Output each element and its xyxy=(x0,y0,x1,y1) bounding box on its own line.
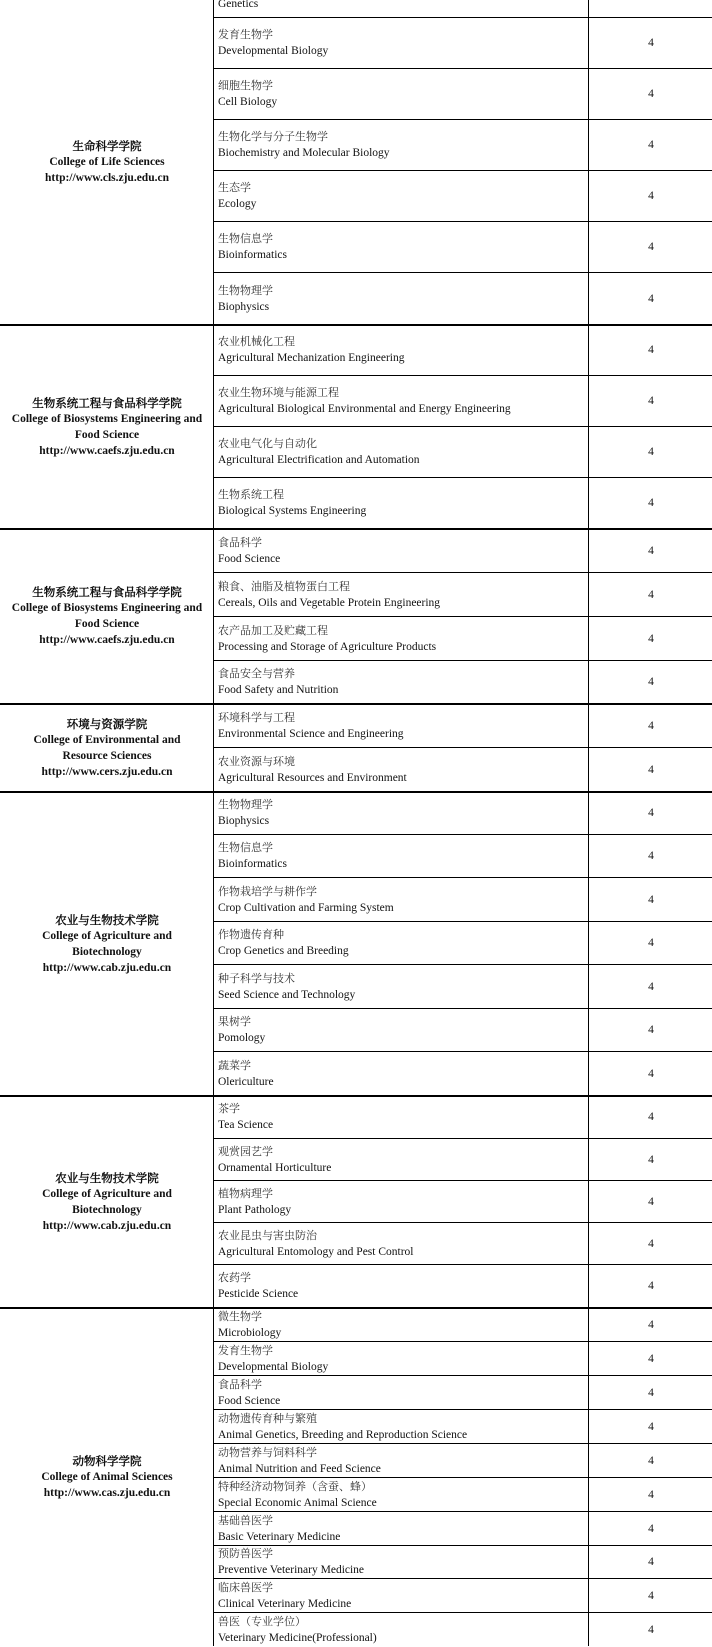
major-name-en: Crop Cultivation and Farming System xyxy=(218,901,394,914)
duration-cell: 4 xyxy=(648,190,654,202)
major-name-en: Bioinformatics xyxy=(218,249,287,261)
row-divider xyxy=(213,616,712,617)
major-name-cn: 种子科学与技术 xyxy=(218,971,295,985)
major-cell xyxy=(218,427,588,477)
major-name-en: Olericulture xyxy=(218,1075,274,1088)
duration-cell: 4 xyxy=(648,88,654,100)
college-name-en: College of Agriculture and Biotechnology xyxy=(42,929,172,958)
college-cell xyxy=(0,1308,214,1646)
major-name-cn: 生物化学与分子生物学 xyxy=(218,130,328,143)
major-name-en: Processing and Storage of Agriculture Products xyxy=(218,640,437,653)
college-name-cn: 生命科学学院 xyxy=(72,139,142,153)
row-divider xyxy=(213,1341,712,1342)
duration-cell: 4 xyxy=(648,1556,654,1568)
major-name-en: Developmental Biology xyxy=(218,1360,329,1373)
college-cell xyxy=(0,0,214,324)
major-name-cn: 生物系统工程 xyxy=(218,488,284,501)
major-cell xyxy=(218,120,588,170)
major-name-cn: 生物信息学 xyxy=(218,841,273,854)
row-divider xyxy=(213,221,712,222)
major-cell xyxy=(218,792,588,834)
major-name-cn: 发育生物学 xyxy=(218,1343,273,1357)
major-cell xyxy=(218,748,588,791)
major-name-en: Biological Systems Engineering xyxy=(218,505,367,517)
row-divider xyxy=(213,1511,712,1512)
duration-cell: 4 xyxy=(648,37,654,49)
major-name-en: Special Economic Animal Science xyxy=(218,1496,377,1509)
row-divider xyxy=(213,1138,712,1139)
major-name-cn: 动物遗传育种与繁殖 xyxy=(218,1411,317,1425)
row-divider xyxy=(213,964,712,965)
major-name-cn: 农业昆虫与害虫防治 xyxy=(218,1228,317,1242)
duration-cell: 4 xyxy=(648,1420,654,1433)
row-divider xyxy=(213,877,712,878)
duration-cell: 4 xyxy=(648,497,654,509)
duration-cell: 4 xyxy=(648,632,654,645)
row-divider xyxy=(213,660,712,661)
duration-cell: 4 xyxy=(648,719,654,732)
row-divider xyxy=(213,1222,712,1223)
duration-cell: 4 xyxy=(648,1454,654,1467)
row-divider xyxy=(213,119,712,120)
major-cell xyxy=(218,1546,588,1578)
major-name-en: Crop Genetics and Breeding xyxy=(218,945,349,957)
major-name-cn: 果树学 xyxy=(218,1015,251,1028)
major-cell xyxy=(218,171,588,221)
major-cell xyxy=(218,18,588,68)
major-cell xyxy=(218,478,588,528)
row-divider xyxy=(213,375,712,376)
column-divider-2 xyxy=(588,0,589,1646)
college-name-en: College of Biosystems Engineering and Food Science xyxy=(11,412,203,441)
major-cell xyxy=(218,69,588,119)
duration-cell: 4 xyxy=(648,344,654,356)
major-name-cn: 兽医（专业学位） xyxy=(218,1614,306,1628)
duration-cell: 4 xyxy=(648,1589,654,1602)
college-url[interactable]: http://www.caefs.zju.edu.cn xyxy=(39,444,175,457)
college-name-en: College of Agriculture and Biotechnology xyxy=(42,1187,172,1216)
college-name-cn: 农业与生物技术学院 xyxy=(55,1170,159,1185)
major-name-cn: 茶学 xyxy=(218,1102,240,1115)
major-name-en: Food Science xyxy=(218,552,281,565)
major-name-en: Cell Biology xyxy=(218,96,278,108)
row-divider xyxy=(213,921,712,922)
duration-cell: 4 xyxy=(648,588,654,601)
duration-cell: 4 xyxy=(648,446,654,458)
duration-cell: 4 xyxy=(648,1318,654,1331)
major-name-cn: 细胞生物学 xyxy=(218,79,273,92)
major-cell xyxy=(218,1223,588,1264)
college-divider xyxy=(0,528,712,530)
major-cell xyxy=(218,1478,588,1511)
college-name-en: College of Biosystems Engineering and Food Science xyxy=(11,602,203,630)
college-cell xyxy=(0,325,214,528)
college-url[interactable]: http://www.cers.zju.edu.cn xyxy=(41,765,173,778)
major-cell xyxy=(218,617,588,660)
major-name-cn: 农业资源与环境 xyxy=(218,754,295,768)
major-cell xyxy=(218,704,588,747)
row-divider xyxy=(213,1051,712,1052)
major-name-en: Pesticide Science xyxy=(218,1288,299,1300)
major-name-en: Agricultural Electrification and Automation xyxy=(218,454,420,466)
major-cell xyxy=(218,1265,588,1307)
major-cell xyxy=(218,1308,588,1341)
row-divider xyxy=(213,1578,712,1579)
college-divider xyxy=(0,791,712,793)
major-name-cn: 植物病理学 xyxy=(218,1186,273,1200)
major-cell xyxy=(218,222,588,272)
major-cell xyxy=(218,922,588,964)
college-cell xyxy=(0,704,214,791)
major-cell xyxy=(218,325,588,375)
major-name-en: Agricultural Mechanization Engineering xyxy=(218,352,405,364)
row-divider xyxy=(213,170,712,171)
major-name-en: Biochemistry and Molecular Biology xyxy=(218,147,390,159)
duration-cell: 4 xyxy=(648,1067,654,1080)
college-name-cn: 生物系统工程与食品科学学院 xyxy=(32,585,182,599)
major-name-cn: 基础兽医学 xyxy=(218,1513,273,1527)
row-divider xyxy=(213,68,712,69)
major-name-en: Clinical Veterinary Medicine xyxy=(218,1597,352,1610)
major-name-en: Pomology xyxy=(218,1032,266,1044)
duration-cell: 4 xyxy=(648,676,654,688)
row-divider xyxy=(213,426,712,427)
college-divider xyxy=(0,1095,712,1097)
major-name-en: Ornamental Horticulture xyxy=(218,1161,332,1174)
major-name-en: Microbiology xyxy=(218,1326,282,1339)
major-name-cn: 作物栽培学与耕作学 xyxy=(218,884,317,898)
college-name-en: College of Environmental and Resource Sciences xyxy=(33,733,181,762)
major-name-cn: 农产品加工及贮藏工程 xyxy=(218,623,328,637)
major-cell xyxy=(218,1613,588,1646)
major-name-cn: 生态学 xyxy=(218,181,251,194)
duration-cell: 4 xyxy=(648,850,654,862)
college-divider xyxy=(0,1307,712,1309)
duration-cell: 4 xyxy=(648,1488,654,1501)
row-divider xyxy=(213,1375,712,1376)
major-cell xyxy=(218,376,588,426)
major-cell xyxy=(218,1342,588,1375)
row-divider xyxy=(213,1443,712,1444)
major-name-en: Agricultural Resources and Environment xyxy=(218,771,407,784)
major-name-en: Tea Science xyxy=(218,1119,274,1131)
major-name-cn: 生物物理学 xyxy=(218,798,273,811)
row-divider xyxy=(213,477,712,478)
major-cell xyxy=(218,529,588,572)
major-name-en: Cereals, Oils and Vegetable Protein Engineering xyxy=(218,596,441,609)
major-cell xyxy=(218,1052,588,1095)
major-name-cn: 蔬菜学 xyxy=(218,1058,251,1072)
college-name-cn: 农业与生物技术学院 xyxy=(55,912,159,927)
major-cell xyxy=(218,1444,588,1477)
major-name-en: Biophysics xyxy=(218,815,270,827)
major-cell xyxy=(218,878,588,921)
major-name-en: Bioinformatics xyxy=(218,858,287,870)
major-name-en: Genetics xyxy=(218,0,259,10)
major-cell xyxy=(218,1096,588,1138)
row-divider xyxy=(213,1008,712,1009)
major-name-en: Developmental Biology xyxy=(218,45,329,57)
duration-cell: 4 xyxy=(648,1111,654,1123)
major-name-cn: 食品科学 xyxy=(218,1377,262,1391)
college-url[interactable]: http://www.caefs.zju.edu.cn xyxy=(39,634,175,646)
major-name-cn: 微生物学 xyxy=(218,1309,262,1323)
duration-cell: 4 xyxy=(648,292,654,305)
major-name-cn: 环境科学与工程 xyxy=(218,710,295,724)
duration-cell: 4 xyxy=(648,980,654,993)
major-cell xyxy=(218,1009,588,1051)
major-name-cn: 预防兽医学 xyxy=(218,1547,273,1560)
college-cell xyxy=(0,529,214,703)
duration-cell: 4 xyxy=(648,1195,654,1208)
college-divider xyxy=(0,703,712,705)
college-name-cn: 生物系统工程与食品科学学院 xyxy=(32,395,182,410)
college-url[interactable]: http://www.cab.zju.edu.cn xyxy=(42,1219,172,1232)
major-cell xyxy=(218,835,588,877)
major-name-cn: 发育生物学 xyxy=(218,28,273,41)
major-cell xyxy=(218,0,588,17)
row-divider xyxy=(213,17,712,18)
major-name-cn: 生物信息学 xyxy=(218,232,273,245)
duration-cell: 4 xyxy=(648,763,654,776)
duration-cell: 4 xyxy=(648,893,654,906)
row-divider xyxy=(213,1545,712,1546)
duration-cell: 4 xyxy=(648,1237,654,1250)
college-name-cn: 动物科学学院 xyxy=(72,1454,142,1468)
major-name-en: Agricultural Biological Environmental and Energy Engineering xyxy=(218,403,511,415)
duration-cell: 4 xyxy=(648,1024,654,1036)
major-name-en: Biophysics xyxy=(218,300,270,313)
major-cell xyxy=(218,1579,588,1612)
duration-cell: 4 xyxy=(648,1623,654,1636)
major-cell xyxy=(218,965,588,1008)
college-url[interactable]: http://www.cab.zju.edu.cn xyxy=(42,961,172,974)
row-divider xyxy=(213,572,712,573)
duration-cell: 4 xyxy=(648,1352,654,1365)
major-cell xyxy=(218,1139,588,1180)
major-cell xyxy=(218,1410,588,1443)
duration-cell: 4 xyxy=(648,139,654,151)
row-divider xyxy=(213,1612,712,1613)
college-url[interactable]: http://www.cls.zju.edu.cn xyxy=(45,172,169,184)
major-cell xyxy=(218,1181,588,1222)
duration-cell: 4 xyxy=(648,937,654,949)
major-name-cn: 农业电气化与自动化 xyxy=(218,437,317,450)
major-name-en: Preventive Veterinary Medicine xyxy=(218,1564,365,1576)
major-name-en: Food Science xyxy=(218,1394,281,1407)
major-name-en: Food Safety and Nutrition xyxy=(218,684,339,696)
major-cell xyxy=(218,1512,588,1545)
row-divider xyxy=(213,1264,712,1265)
row-divider xyxy=(213,1477,712,1478)
major-name-cn: 粮食、油脂及植物蛋白工程 xyxy=(218,579,350,593)
major-cell xyxy=(218,1376,588,1409)
duration-cell: 4 xyxy=(648,395,654,407)
college-url[interactable]: http://www.cas.zju.edu.cn xyxy=(43,1487,171,1499)
major-name-cn: 临床兽医学 xyxy=(218,1580,273,1594)
row-divider xyxy=(213,834,712,835)
duration-cell: 4 xyxy=(648,1522,654,1535)
major-name-cn: 特种经济动物饲养（含蚕、蜂） xyxy=(218,1479,372,1493)
row-divider xyxy=(213,747,712,748)
major-name-en: Agricultural Entomology and Pest Control xyxy=(218,1245,414,1258)
duration-cell: 4 xyxy=(648,1386,654,1399)
major-name-cn: 农业生物环境与能源工程 xyxy=(218,386,339,399)
major-name-en: Animal Nutrition and Feed Science xyxy=(218,1462,381,1475)
major-name-cn: 生物物理学 xyxy=(218,283,273,297)
major-name-cn: 食品安全与营养 xyxy=(218,667,295,680)
row-divider xyxy=(213,1409,712,1410)
duration-cell: 4 xyxy=(648,1280,654,1292)
major-cell xyxy=(218,273,588,324)
college-divider xyxy=(0,324,712,326)
duration-cell: 4 xyxy=(648,241,654,253)
college-cell xyxy=(0,1096,214,1307)
major-name-en: Basic Veterinary Medicine xyxy=(218,1530,341,1543)
major-cell xyxy=(218,573,588,616)
duration-cell: 4 xyxy=(648,1153,654,1166)
college-name-cn: 环境与资源学院 xyxy=(66,716,148,731)
row-divider xyxy=(213,1180,712,1181)
major-name-en: Plant Pathology xyxy=(218,1203,292,1216)
major-name-cn: 食品科学 xyxy=(218,535,262,549)
major-name-en: Animal Genetics, Breeding and Reproduction Science xyxy=(218,1428,468,1441)
duration-cell: 4 xyxy=(648,807,654,819)
college-name-en: College of Life Sciences xyxy=(49,156,165,168)
major-name-en: Seed Science and Technology xyxy=(218,988,356,1001)
college-name-en: College of Animal Sciences xyxy=(41,1471,173,1483)
major-name-cn: 动物营养与饲料科学 xyxy=(218,1445,317,1459)
major-name-cn: 观赏园艺学 xyxy=(218,1144,273,1158)
major-name-cn: 农药学 xyxy=(218,1271,251,1284)
row-divider xyxy=(213,272,712,273)
college-cell xyxy=(0,792,214,1095)
major-name-cn: 农业机械化工程 xyxy=(218,335,295,348)
major-name-en: Environmental Science and Engineering xyxy=(218,727,404,740)
major-name-en: Ecology xyxy=(218,198,257,210)
major-cell xyxy=(218,661,588,703)
major-name-en: Veterinary Medicine(Professional) xyxy=(218,1631,377,1644)
duration-cell: 4 xyxy=(648,544,654,557)
major-name-cn: 作物遗传育种 xyxy=(218,928,284,941)
